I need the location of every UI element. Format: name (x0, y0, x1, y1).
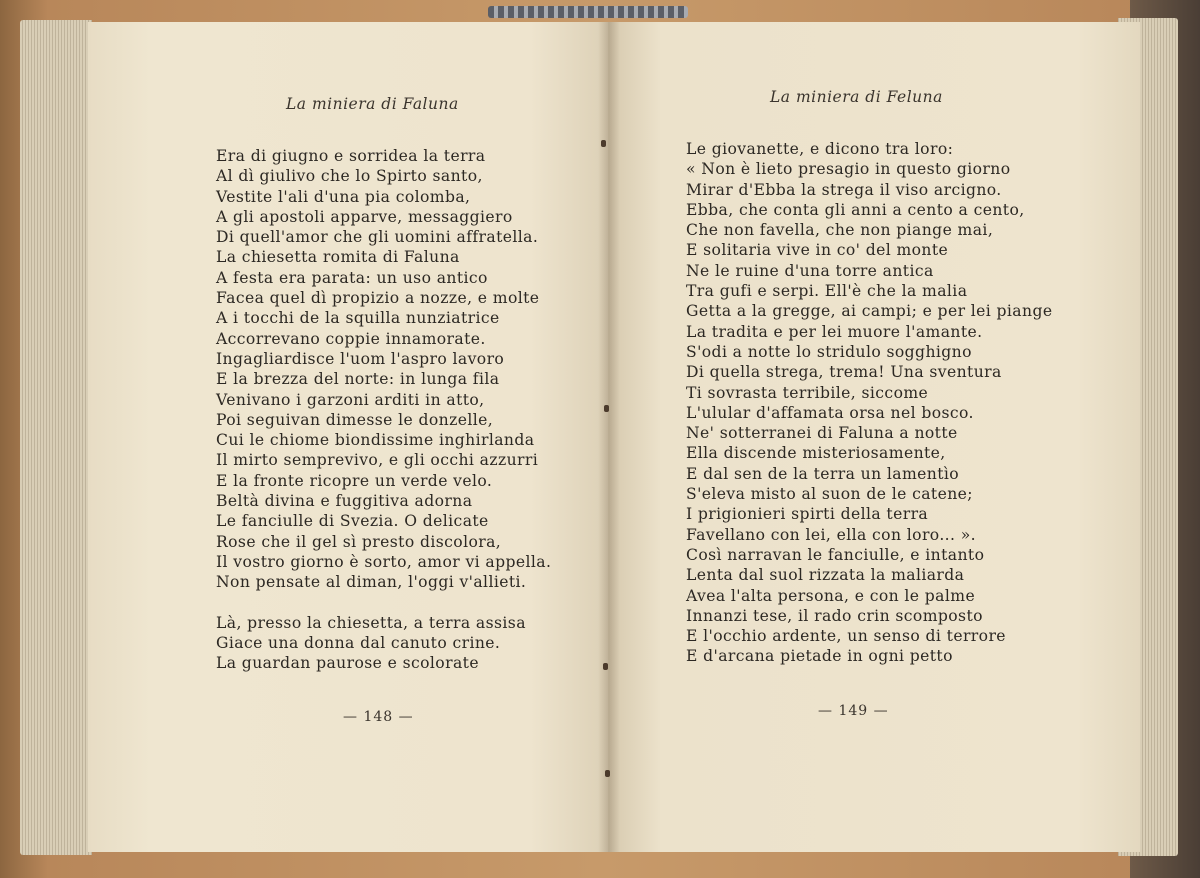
binding-thread-mark (605, 770, 610, 777)
verse-line: Ingagliardisce l'uom l'aspro lavoro (216, 349, 505, 368)
verse-line: Là, presso la chiesetta, a terra assisa (216, 613, 526, 632)
verse-line: Venivano i garzoni arditi in atto, (216, 390, 485, 409)
verse-line: Al dì giulivo che lo Spirto santo, (216, 167, 483, 186)
right-verse-block (686, 139, 1052, 667)
verse-line: Che non favella, che non piange mai, (686, 221, 994, 240)
left-verse-block (216, 146, 551, 674)
verse-line: Tra gufi e serpi. Ell'è che la malia (686, 282, 968, 301)
verse-line: « Non è lieto presagio in questo giorno (686, 160, 1011, 179)
verse-line: A i tocchi de la squilla nunziatrice (216, 309, 500, 328)
verse-line: Innanzi tese, il rado crin scomposto (686, 606, 983, 625)
verse-line: Rose che il gel sì presto discolora, (216, 532, 502, 551)
verse-line: Beltà divina e fuggitiva adorna (216, 492, 473, 511)
verse-line: I prigionieri spirti della terra (686, 505, 929, 524)
verse-line: E l'occhio ardente, un senso di terrore (686, 627, 1006, 646)
verse-line: Giace una donna dal canuto crine. (216, 634, 501, 653)
verse-line: L'ulular d'affamata orsa nel bosco. (686, 403, 974, 422)
left-running-head: La miniera di Faluna (286, 95, 459, 113)
verse-line: Le fanciulle di Svezia. O delicate (216, 512, 489, 531)
right-running-head: La miniera di Feluna (770, 88, 943, 106)
verse-line: Ne le ruine d'una torre antica (686, 261, 934, 280)
verse-line: Non pensate al diman, l'oggi v'allieti. (216, 573, 527, 592)
verse-line: Avea l'alta persona, e con le palme (686, 586, 976, 605)
verse-line: La tradita e per lei muore l'amante. (686, 322, 983, 341)
verse-line: Il mirto semprevivo, e gli occhi azzurri (216, 451, 539, 470)
verse-line: Getta a la gregge, ai campi; e per lei piange (686, 302, 1053, 321)
verse-line: Di quell'amor che gli uomini affratella. (216, 228, 539, 247)
verse-line: La guardan paurose e scolorate (216, 654, 479, 673)
verse-line: S'eleva misto al suon de le catene; (686, 485, 973, 504)
verse-line: Vestite l'ali d'una pia colomba, (216, 187, 471, 206)
stanza-break (216, 593, 551, 613)
left-page-edges (20, 20, 92, 855)
left-page-number: — 148 — (343, 709, 414, 725)
verse-line: E dal sen de la terra un lamentìo (686, 464, 960, 483)
verse-line: Ella discende misteriosamente, (686, 444, 946, 463)
verse-line: E la fronte ricopre un verde velo. (216, 471, 493, 490)
spine-stitching (488, 6, 688, 18)
verse-line: Lenta dal suol rizzata la maliarda (686, 566, 965, 585)
verse-line: Così narravan le fanciulle, e intanto (686, 545, 985, 564)
right-page-number: — 149 — (818, 703, 889, 719)
binding-thread-mark (604, 405, 609, 412)
verse-line: Cui le chiome biondissime inghirlanda (216, 431, 535, 450)
verse-line: Di quella strega, trema! Una sventura (686, 363, 1002, 382)
binding-thread-mark (601, 140, 606, 147)
verse-line: Ebba, che conta gli anni a cento a cento, (686, 200, 1025, 219)
verse-line: Il vostro giorno è sorto, amor vi appella. (216, 552, 552, 571)
verse-line: Ti sovrasta terribile, siccome (686, 383, 929, 402)
verse-line: Era di giugno e sorridea la terra (216, 147, 486, 165)
verse-line: S'odi a notte lo stridulo sogghigno (686, 342, 972, 361)
verse-line: Le giovanette, e dicono tra loro: (686, 140, 954, 158)
verse-line: Ne' sotterranei di Faluna a notte (686, 424, 958, 443)
verse-line: Favellano con lei, ella con loro... ». (686, 525, 977, 544)
verse-line: E solitaria vive in co' del monte (686, 241, 949, 260)
verse-line: Facea quel dì propizio a nozze, e molte (216, 289, 540, 308)
verse-line: E d'arcana pietade in ogni petto (686, 647, 953, 666)
verse-line: Mirar d'Ebba la strega il viso arcigno. (686, 180, 1002, 199)
binding-thread-mark (603, 663, 608, 670)
verse-line: La chiesetta romita di Faluna (216, 248, 460, 267)
verse-line: E la brezza del norte: in lunga fila (216, 370, 500, 389)
verse-line: A gli apostoli apparve, messaggiero (216, 207, 513, 226)
verse-line: Poi seguivan dimesse le donzelle, (216, 410, 494, 429)
verse-line: A festa era parata: un uso antico (216, 268, 488, 287)
verse-line: Accorrevano coppie innamorate. (216, 329, 486, 348)
